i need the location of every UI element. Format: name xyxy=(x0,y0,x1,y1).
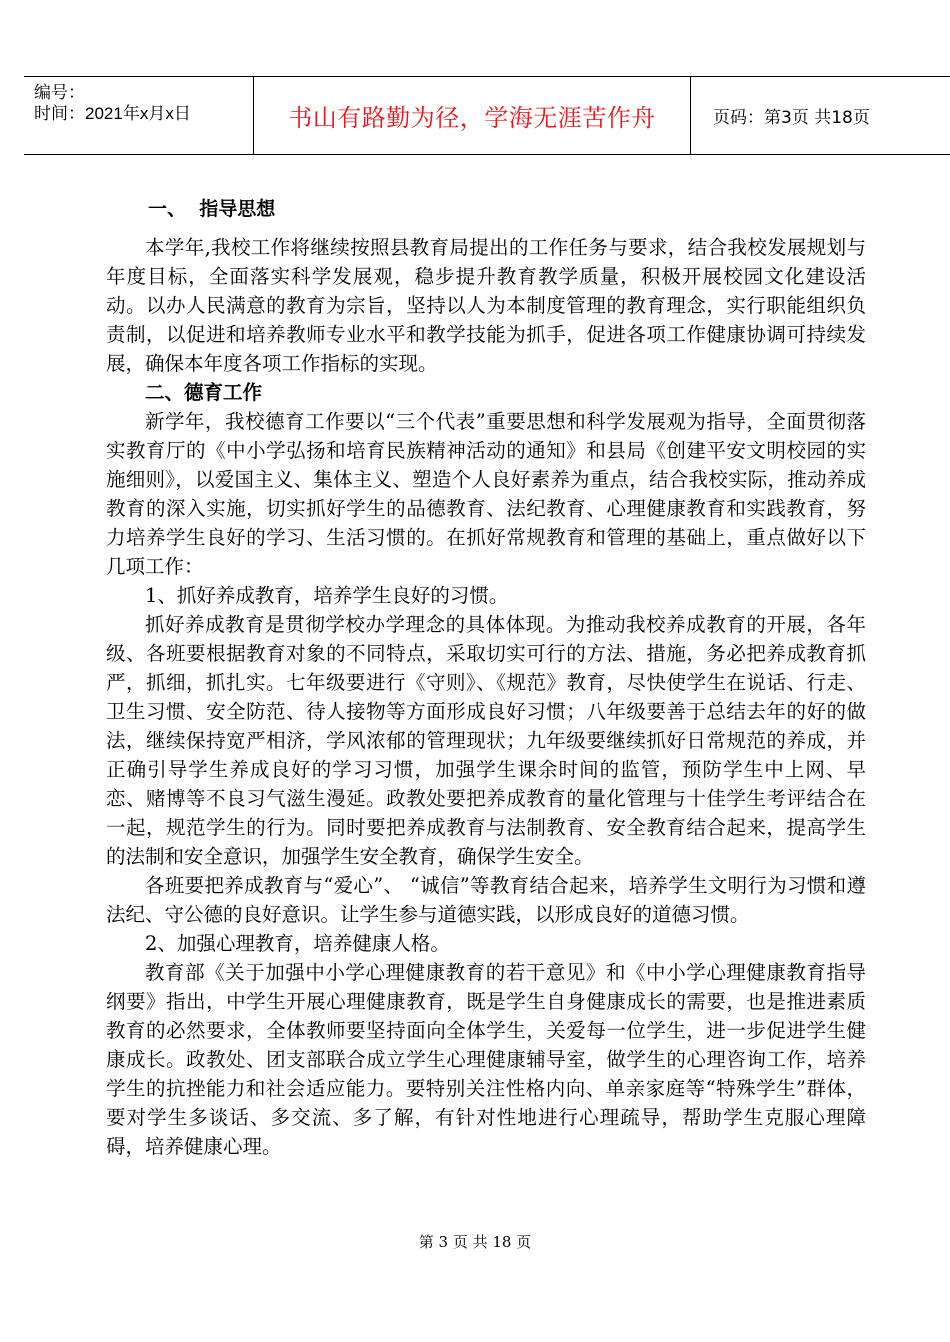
header-motto: 书山有路勤为径，学海无涯苦作舟 xyxy=(254,77,691,154)
header-page-number: 页码：第3页 共18页 xyxy=(713,108,870,128)
header-meta xyxy=(24,77,254,154)
paragraph: 各班要把养成教育与“爱心”、 “诚信”等教育结合起来，培养学生文明行为习惯和遵法纪、守公德的良好意识。让学生参与道德实践，以形成良好的道德习惯。 xyxy=(106,874,866,926)
paragraph: 新学年，我校德育工作要以“三个代表”重要思想和科学发展观为指导，全面贯彻落实教育厅的《中小学弘扬和培育民族精神活动的通知》和县局《创建平安文明校园的实施细则》，以爱国主义、集体主义、塑造个人良好素养为重点，结合我校实际，推动养成教育的深入实施，切实抓好学生的品德教育、法纪教育、心理健康教育和实践教育，努力培养学生良好的学习、生活习惯的。在抓好常规教育和管理的基础上，重点做好以下几项工作： xyxy=(106,410,866,578)
document-date: 时间：2021年x月x日 xyxy=(34,104,191,123)
section-heading-moral-education: 二、德育工作 xyxy=(145,381,263,404)
paragraph: 教育部《关于加强中小学心理健康教育的若干意见》和《中小学心理健康教育指导纲要》指出，中学生开展心理健康教育，既是学生自身健康成长的需要，也是推进素质教育的必然要求，全体教师要坚持面向全体学生，关爱每一位学生，进一步促进学生健康成长。政教处、团支部联合成立学生心理健康辅导室，做学生的心理咨询工作，培养学生的抗挫能力和社会适应能力。要特别关注性格内向、单亲家庭等“特殊学生”群体，要对学生多谈话、多交流、多了解，有针对性地进行心理疏导，帮助学生克服心理障碍，培养健康心理。 xyxy=(106,961,866,1158)
page-footer: 第 3 页 共 18 页 xyxy=(418,1233,532,1251)
paragraph: 抓好养成教育是贯彻学校办学理念的具体体现。为推动我校养成教育的开展，各年级、各班要根据教育对象的不同特点，采取切实可行的方法、措施，务必把养成教育抓严，抓细，抓扎实。七年级要进行《守则》、《规范》教育，尽快使学生在说话、行走、卫生习惯、安全防范、待人接物等方面形成良好习惯；八年级要善于总结去年的好的做法，继续保持宽严相济，学风浓郁的管理现状；九年级要继续抓好日常规范的养成，并正确引导学生养成良好的学习习惯，加强学生课余时间的监管，预防学生中上网、早恋、赌博等不良习气滋生漫延。政教处要把养成教育的量化管理与十佳学生考评结合在一起，规范学生的行为。同时要把养成教育与法制教育、安全教育结合起来，提高学生的法制和安全意识，加强学生安全教育，确保学生安全。 xyxy=(106,613,866,868)
document-number: 编号： xyxy=(34,83,85,102)
subheading-habit-education: 1、抓好养成教育，培养学生良好的习惯。 xyxy=(145,584,509,607)
page-header xyxy=(24,76,950,155)
paragraph: 本学年,我校工作将继续按照县教育局提出的工作任务与要求，结合我校发展规划与年度目标，全面落实科学发展观，稳步提升教育教学质量，积极开展校园文化建设活动。以办人民满意的教育为宗旨，坚持以人为本制度管理的教育理念，实行职能组织负责制，以促进和培养教师专业水平和教学技能为抓手，促进各项工作健康协调可持续发展，确保本年度各项工作指标的实现。 xyxy=(106,236,866,375)
subheading-psychological-education: 2、加强心理教育，培养健康人格。 xyxy=(145,932,450,955)
section-heading-guiding-ideology: 一、 指导思想 xyxy=(148,198,276,220)
document-body xyxy=(106,192,866,1161)
